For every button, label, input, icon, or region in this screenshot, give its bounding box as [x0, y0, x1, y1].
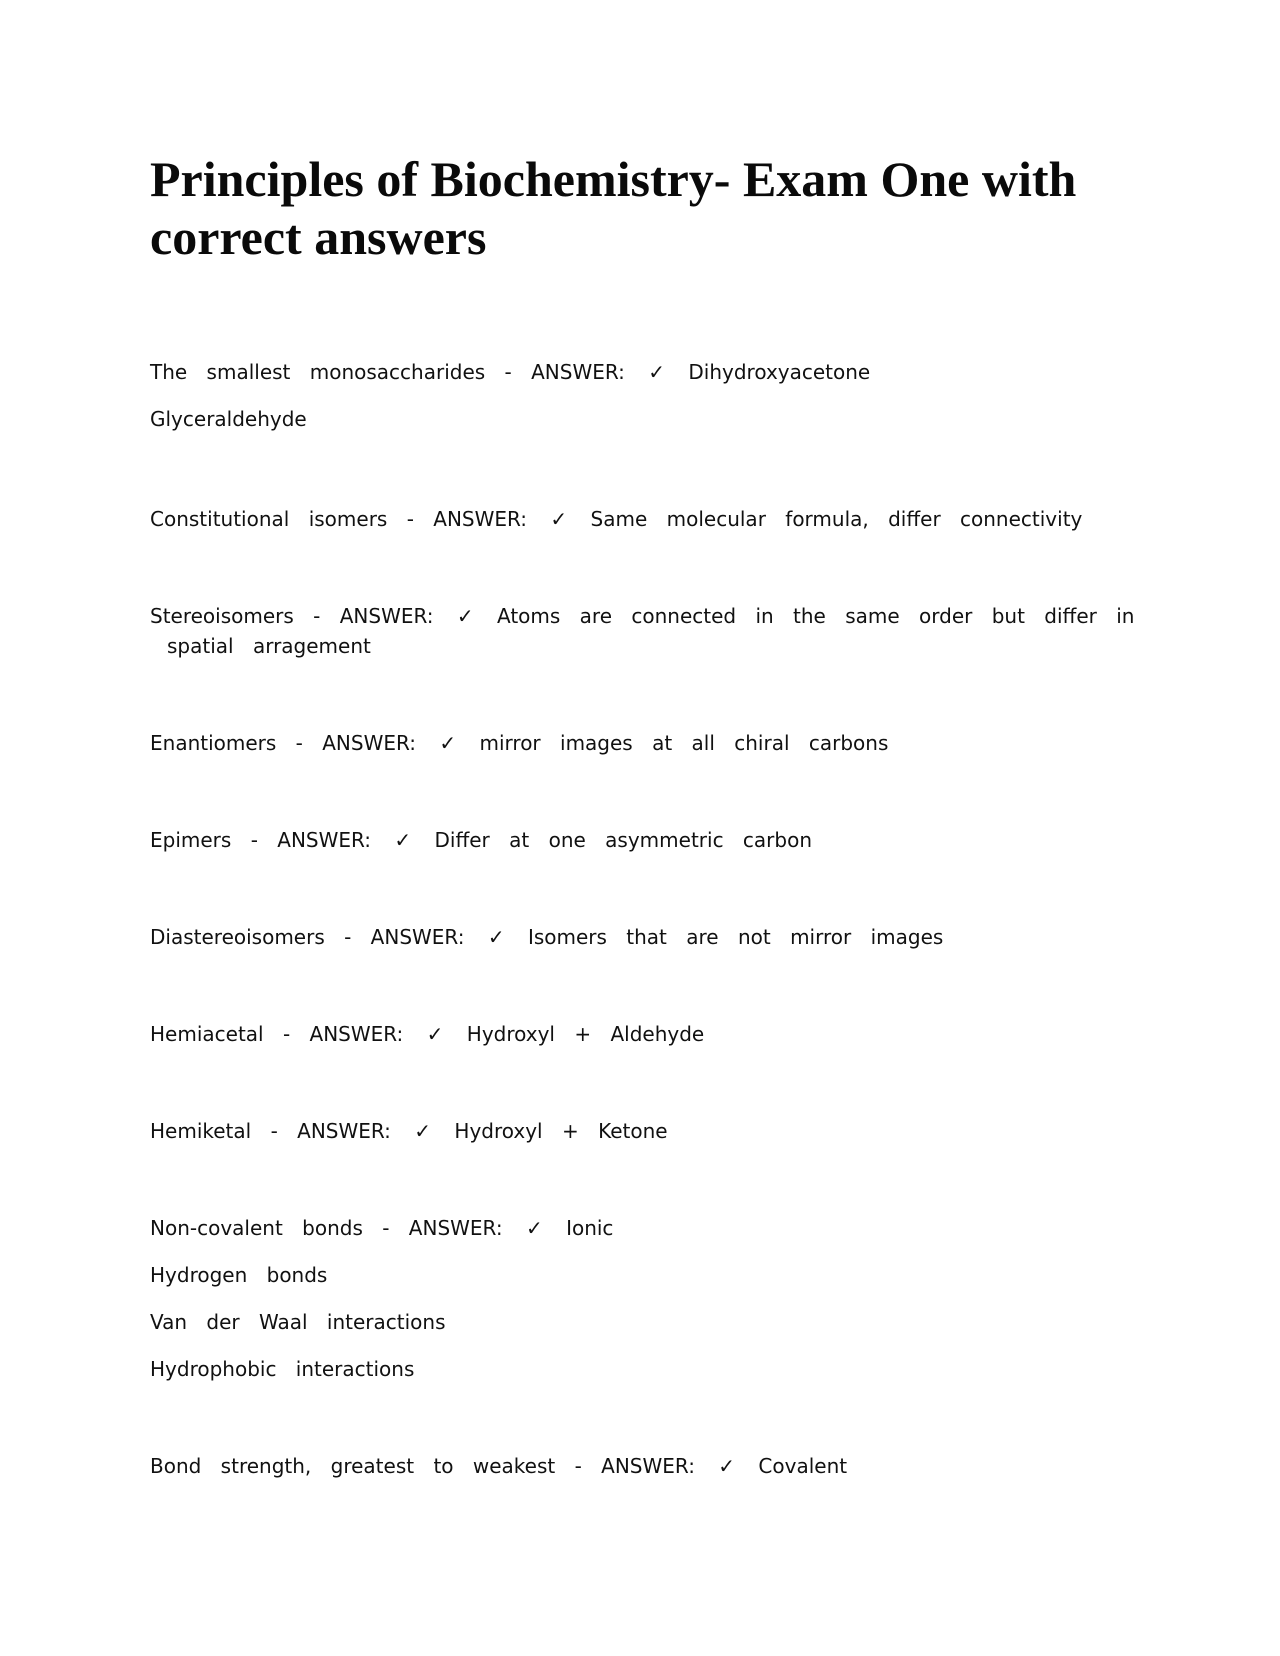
answer-label: - ANSWER: — [504, 360, 625, 384]
answer-label: - ANSWER: — [282, 1022, 404, 1046]
answer-text: Hydroxyl + Aldehyde — [466, 1022, 705, 1046]
question-term: Diastereoisomers — [150, 925, 325, 949]
answer-label: - ANSWER: — [313, 604, 434, 628]
qa-entry — [150, 505, 1082, 533]
qa-entry — [150, 1020, 704, 1048]
checkmark-icon: ✓ — [487, 925, 505, 949]
qa-entry — [150, 1452, 847, 1480]
question-term: Bond strength, greatest to weakest — [150, 1454, 556, 1478]
answer-text: Differ at one asymmetric carbon — [434, 828, 813, 852]
qa-entry — [150, 602, 1134, 630]
checkmark-icon: ✓ — [525, 1216, 543, 1240]
answer-label: - ANSWER: — [574, 1454, 695, 1478]
answer-label: - ANSWER: — [406, 507, 528, 531]
answer-label: - ANSWER: — [344, 925, 465, 949]
answer-label: - ANSWER: — [250, 828, 372, 852]
checkmark-icon: ✓ — [648, 360, 666, 384]
checkmark-icon: ✓ — [718, 1454, 736, 1478]
answer-text: Dihydroxyacetone — [688, 360, 871, 384]
checkmark-icon: ✓ — [426, 1022, 444, 1046]
checkmark-icon: ✓ — [456, 604, 474, 628]
answer-text: mirror images at all chiral carbons — [479, 731, 889, 755]
question-term: Stereoisomers — [150, 604, 294, 628]
qa-entry — [150, 923, 943, 951]
answer-extra-line: Van der Waal interactions — [150, 1310, 446, 1334]
qa-entry — [150, 1214, 613, 1242]
answer-extra-line: Hydrophobic interactions — [150, 1357, 415, 1381]
checkmark-icon: ✓ — [394, 828, 412, 852]
question-term: Constitutional isomers — [150, 507, 388, 531]
qa-entry — [150, 729, 888, 757]
answer-text: Isomers that are not mirror images — [527, 925, 944, 949]
answer-text: Ionic — [566, 1216, 614, 1240]
answer-label: - ANSWER: — [270, 1119, 391, 1143]
answer-text: Hydroxyl + Ketone — [454, 1119, 668, 1143]
question-term: Hemiketal — [150, 1119, 252, 1143]
answer-text: Covalent — [758, 1454, 848, 1478]
qa-entry — [150, 826, 812, 854]
qa-entry — [150, 1117, 668, 1145]
question-term: Epimers — [150, 828, 232, 852]
question-term: Non-covalent bonds — [150, 1216, 363, 1240]
checkmark-icon: ✓ — [550, 507, 568, 531]
checkmark-icon: ✓ — [439, 731, 457, 755]
answer-label: - ANSWER: — [295, 731, 417, 755]
answer-continuation: spatial arragement — [167, 634, 371, 658]
question-term: The smallest monosaccharides — [150, 360, 486, 384]
question-term: Enantiomers — [150, 731, 277, 755]
question-term: Hemiacetal — [150, 1022, 264, 1046]
answer-extra-line: Hydrogen bonds — [150, 1263, 328, 1287]
checkmark-icon: ✓ — [414, 1119, 432, 1143]
qa-entry — [150, 358, 870, 386]
answer-text: Atoms are connected in the same order but differ in — [497, 604, 1135, 628]
answer-extra-line: Glyceraldehyde — [150, 407, 307, 431]
answer-text: Same molecular formula, differ connectivity — [590, 507, 1083, 531]
document-title: Principles of Biochemistry- Exam One with correct answers — [150, 151, 1077, 265]
answer-label: - ANSWER: — [382, 1216, 503, 1240]
